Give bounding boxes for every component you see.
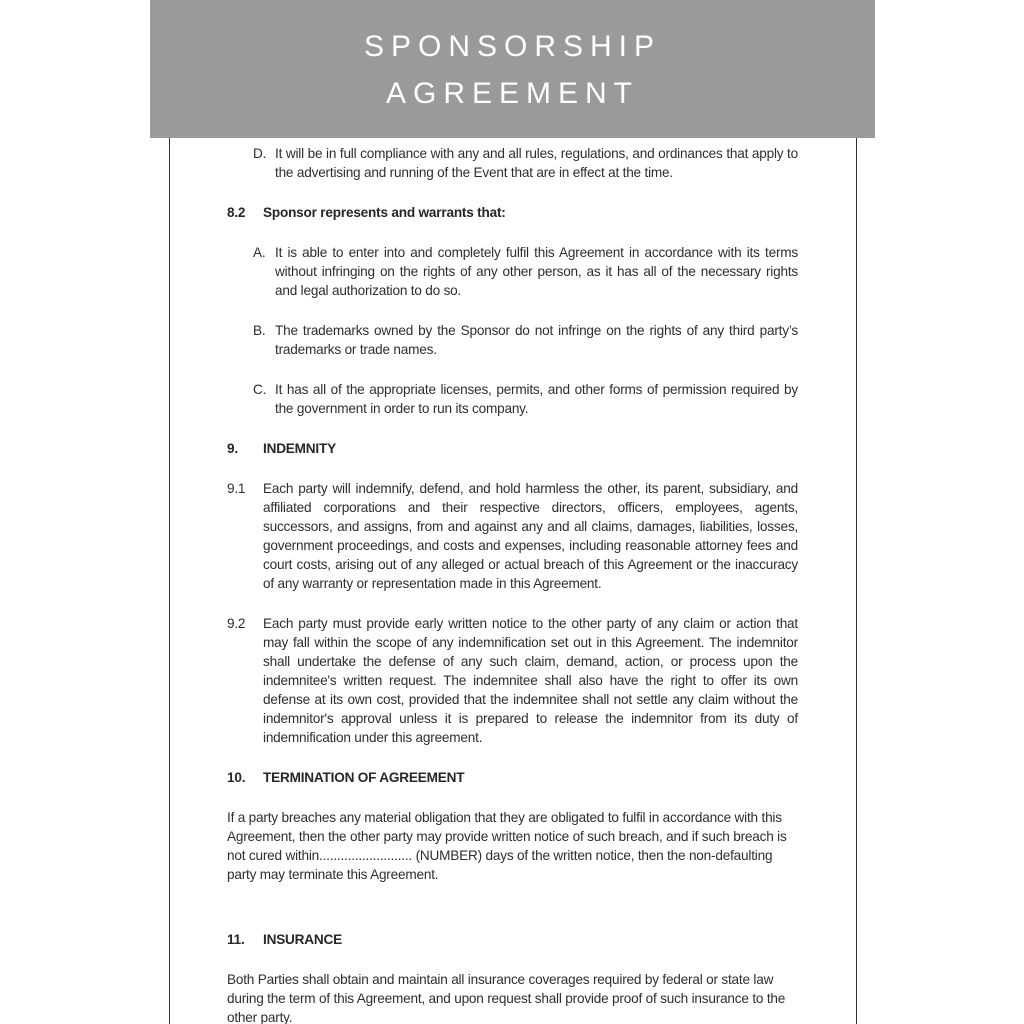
block-label: 9. (227, 441, 238, 456)
block-text: Each party will indemnify, defend, and hold harmless the other, its parent, subsidiary, and affiliated corporations and their respective directors, officers, employees, agents, successors, and assigns, from and against any and all claims, damages, liabilities, losses, government proceedings, and costs and expenses, including reasonable attorney fees and court costs, arising out of any alleged or actual breach of this Agreement or the inaccuracy of any warranty or representation made in this Agreement. (263, 481, 798, 591)
block-text: The trademarks owned by the Sponsor do not infringe on the rights of any third party’s trademarks or trade names. (275, 323, 798, 357)
block-label: B. (253, 323, 266, 338)
block-text: Both Parties shall obtain and maintain all insurance coverages required by federal or state law during the term of this Agreement, and upon request shall provide proof of such insurance to the other party. (227, 972, 786, 1024)
block-label: 11. (227, 932, 245, 947)
block-text: It is able to enter into and completely fulfil this Agreement in accordance with its terms without infringing on the rights of any other person, as it has all of the necessary rights and legal authorization to do so. (275, 245, 798, 298)
doc-block-section-heading (227, 439, 798, 458)
block-label: 9.1 (227, 481, 246, 496)
page-border-right (856, 138, 857, 1024)
doc-block-lettered-item (227, 321, 798, 359)
block-text: It will be in full compliance with any and all rules, regulations, and ordinances that apply to the advertising and running of the Event that are in effect at the time. (275, 146, 798, 180)
block-text: Sponsor represents and warrants that: (263, 205, 506, 220)
block-label: D. (253, 146, 267, 161)
block-text: It has all of the appropriate licenses, permits, and other forms of permission required by the government in order to run its company. (275, 382, 798, 416)
document-header-band (150, 0, 875, 138)
block-label: A. (253, 245, 266, 260)
block-label: 8.2 (227, 205, 246, 220)
block-label: C. (253, 382, 267, 397)
block-text: If a party breaches any material obligation that they are obligated to fulfil in accordance with this Agreement, then the other party may provide written notice of such breach, and if such breach is not cured within.......................... (NUMBER) days of the written notice, then the non-defaulting party may terminate this Agreement. (227, 810, 787, 882)
doc-block-section-heading (227, 930, 798, 949)
doc-block-numbered-para (227, 614, 798, 747)
doc-block-paragraph (227, 970, 798, 1024)
block-text: TERMINATION OF AGREEMENT (263, 770, 465, 785)
doc-block-numbered-heading (227, 203, 798, 222)
document-title-line2: AGREEMENT (385, 77, 640, 110)
doc-block-section-heading (227, 768, 798, 787)
block-text: INSURANCE (263, 932, 343, 947)
block-label: 9.2 (227, 616, 246, 631)
doc-block-lettered-item (227, 243, 798, 300)
document-body (227, 138, 798, 1024)
block-label: 10. (227, 770, 246, 785)
page-border-left (169, 138, 170, 1024)
doc-block-paragraph (227, 808, 798, 884)
doc-block-numbered-para (227, 479, 798, 593)
doc-block-lettered-item (227, 144, 798, 182)
block-text: INDEMNITY (263, 441, 336, 456)
doc-block-lettered-item (227, 380, 798, 418)
document-title-line1: SPONSORSHIP (363, 30, 662, 63)
block-text: Each party must provide early written notice to the other party of any claim or action that may fall within the scope of any indemnification set out in this Agreement. The indemnitor shall undertake the defense of any such claim, demand, action, or process upon the indemnitee's written request. The indemnitee shall also have the right to offer its own defense at its own cost, provided that the indemnitee shall not settle any claim without the indemnitor's approval unless it is prepared to release the indemnitor from its duty of indemnification under this agreement. (263, 616, 798, 745)
